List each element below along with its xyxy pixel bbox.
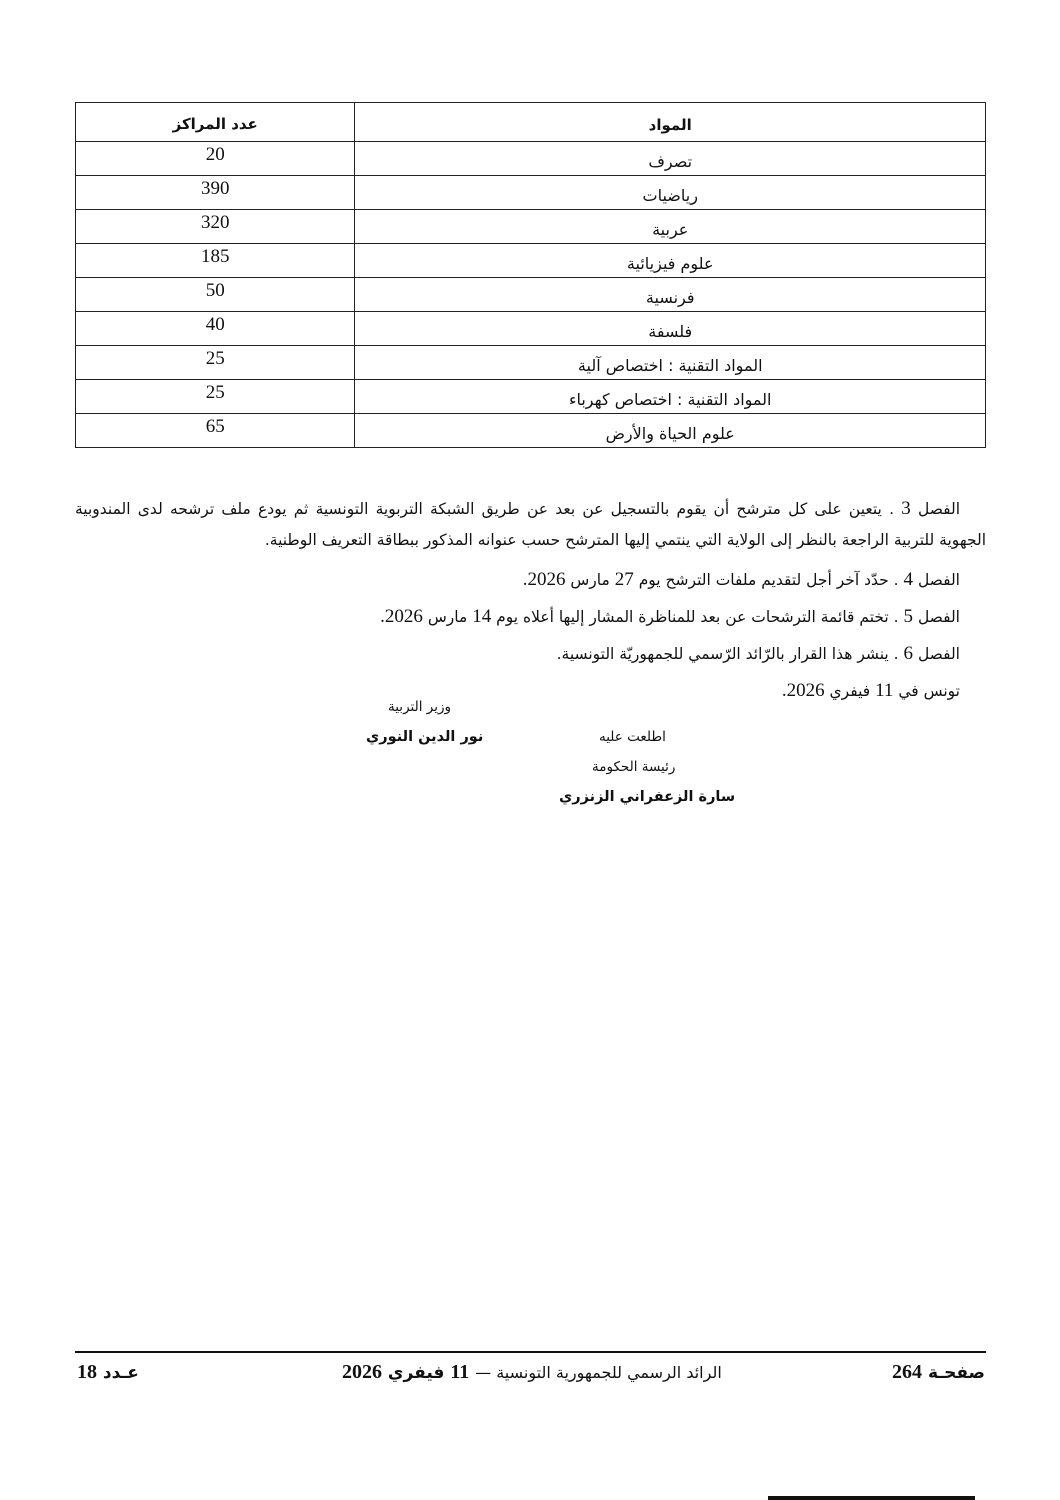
article-3-number: 3	[901, 498, 911, 519]
article-6-text: . ينشر هذا القرار بالرّائد الرّسمي للجمهوريّة التونسية.	[556, 645, 899, 663]
seen-label: اطلعت عليه	[599, 729, 666, 745]
article-4-end: .	[522, 569, 528, 590]
article-4-number: 4	[903, 569, 913, 590]
minister-name: نور الدين النوري	[366, 729, 484, 745]
article-3-text: . يتعين على كل مترشح أن يقوم بالتسجيل عن بعد عن طريق الشبكة التربوية التونسية ثم يودع ملف ترشحه لدى المندوبية الجهوية للتربية الراجعة بالنظر إلى الولاية التي ينتمي إليها المترشح حسب عنوانه المذكور ببطاقة التعريف الوطنية.	[75, 500, 986, 549]
article-5-text-before: . تختم قائمة الترشحات عن بعد للمناظرة المشار إليها أعلاه يوم	[496, 608, 899, 626]
header-subject: المواد	[355, 103, 986, 142]
bottom-bar	[768, 1496, 975, 1500]
subject-cell: رياضيات	[355, 176, 986, 210]
articles	[75, 493, 986, 716]
subjects-table	[75, 102, 986, 448]
subject-cell: المواد التقنية : اختصاص كهرباء	[355, 380, 986, 414]
footer-page-number: 264	[892, 1361, 923, 1383]
decree-date-year: 2026	[786, 680, 825, 701]
decree-date-day: 11	[875, 680, 894, 701]
table-body	[76, 142, 986, 448]
count-cell: 320	[76, 210, 355, 244]
count-cell: 390	[76, 176, 355, 210]
footer-journal	[342, 1361, 722, 1384]
article-4	[75, 568, 960, 592]
count-cell: 25	[76, 380, 355, 414]
subject-cell: علوم الحياة والأرض	[355, 414, 986, 448]
table-row	[76, 244, 986, 278]
article-4-month: مارس	[570, 571, 610, 589]
article-6	[75, 642, 960, 666]
article-5-day: 14	[472, 606, 492, 627]
subject-cell: فلسفة	[355, 312, 986, 346]
table-row	[76, 312, 986, 346]
subject-cell: علوم فيزيائية	[355, 244, 986, 278]
article-5-year: 2026	[384, 606, 423, 627]
article-5-end: .	[380, 606, 385, 627]
header-count: عدد المراكز	[76, 103, 355, 142]
table-row	[76, 210, 986, 244]
table-row	[76, 278, 986, 312]
count-cell: 65	[76, 414, 355, 448]
count-cell: 185	[76, 244, 355, 278]
footer-date-month: فيفري	[387, 1363, 445, 1383]
table-row	[76, 346, 986, 380]
table-row	[76, 380, 986, 414]
article-4-day: 27	[614, 569, 634, 590]
subject-cell: تصرف	[355, 142, 986, 176]
subject-cell: عربية	[355, 210, 986, 244]
article-3	[75, 493, 986, 556]
subject-cell: المواد التقنية : اختصاص آلية	[355, 346, 986, 380]
article-5-number: 5	[903, 606, 913, 627]
subject-cell: فرنسية	[355, 278, 986, 312]
table-row	[76, 142, 986, 176]
article-5-month: مارس	[427, 608, 468, 626]
table-row	[76, 414, 986, 448]
article-4-year: 2026	[527, 569, 566, 590]
decree-date	[75, 679, 960, 703]
count-cell: 50	[76, 278, 355, 312]
article-3-prefix: الفصل	[917, 500, 961, 518]
table-row	[76, 176, 986, 210]
minister-title: وزير التربية	[388, 699, 451, 715]
article-5-prefix: الفصل	[917, 608, 960, 626]
footer-date-year: 2026	[342, 1361, 382, 1383]
table-header-row	[76, 103, 986, 142]
article-6-number: 6	[903, 643, 913, 664]
footer-page	[892, 1361, 985, 1384]
decree-date-month: فيفري	[829, 682, 871, 700]
footer-issue-label: عـدد	[102, 1363, 139, 1383]
article-4-prefix: الفصل	[917, 571, 960, 589]
footer-issue	[77, 1361, 139, 1384]
decree-date-prefix: تونس في	[898, 682, 960, 700]
decree-date-end: .	[781, 680, 787, 701]
count-cell: 20	[76, 142, 355, 176]
footer-journal-title: الرائد الرسمي للجمهورية التونسية —	[475, 1363, 722, 1382]
article-6-prefix: الفصل	[917, 645, 960, 663]
count-cell: 40	[76, 312, 355, 346]
article-4-text-before: . حدّد آخر أجل لتقديم ملفات الترشح يوم	[638, 571, 899, 589]
pm-name: سارة الزعفراني الزنزري	[559, 789, 736, 805]
pm-title: رئيسة الحكومة	[592, 759, 676, 775]
footer-issue-number: 18	[77, 1361, 97, 1383]
article-5	[75, 605, 960, 629]
footer-date-day: 11	[450, 1361, 470, 1383]
footer-page-label: صفحـة	[927, 1363, 985, 1383]
count-cell: 25	[76, 346, 355, 380]
footer-rule	[75, 1351, 986, 1353]
